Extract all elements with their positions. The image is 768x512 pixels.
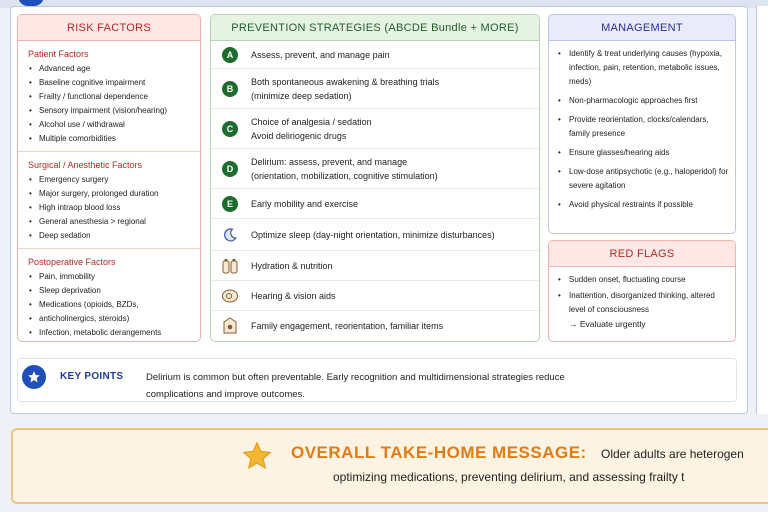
list-item: • High intraop blood loss bbox=[28, 201, 190, 215]
management-list bbox=[549, 41, 735, 212]
adjacent-card-edge bbox=[756, 6, 768, 414]
key-points-label: KEY POINTS bbox=[60, 371, 124, 382]
risk-factors-title: RISK FACTORS bbox=[18, 15, 200, 41]
prevention-text: Optimize sleep (day-night orientation, minimize disturbances) bbox=[251, 229, 495, 240]
key-points-text bbox=[146, 369, 716, 403]
prevention-item-hearing bbox=[211, 281, 539, 311]
letter-d-icon: D bbox=[221, 160, 239, 178]
prevention-item-a bbox=[211, 41, 539, 69]
red-flags-action: → Evaluate urgently bbox=[569, 319, 646, 329]
take-home-title: OVERALL TAKE-HOME MESSAGE: bbox=[291, 443, 587, 462]
list-item: • Sensory impairment (vision/hearing) bbox=[28, 104, 190, 118]
list-item: • Infection, metabolic derangements bbox=[28, 326, 190, 340]
prevention-text: Early mobility and exercise bbox=[251, 198, 359, 209]
letter-a-icon: A bbox=[221, 46, 239, 64]
letter-b-icon: B bbox=[221, 80, 239, 98]
list-item: • Identify & treat underlying causes (hypoxia, infection, pain, retention, metabolic issues, meds) bbox=[557, 47, 729, 89]
list-item: • Sleep deprivation bbox=[28, 284, 190, 298]
prevention-text: Choice of analgesia / sedation bbox=[251, 116, 372, 127]
prevention-item-d bbox=[211, 149, 539, 189]
postoperative-factors-section bbox=[18, 257, 200, 340]
list-item: • Inattention, disorganized thinking, altered level of consciousness bbox=[557, 289, 729, 317]
prevention-text: Hearing & vision aids bbox=[251, 290, 336, 301]
surgical-factors-list bbox=[28, 173, 190, 243]
list-item: • Baseline cognitive impairment bbox=[28, 76, 190, 90]
patient-factors-list bbox=[28, 62, 190, 146]
list-item: • Advanced age bbox=[28, 62, 190, 76]
key-points-box bbox=[17, 358, 737, 402]
prevention-text: Hydration & nutrition bbox=[251, 260, 333, 271]
patient-factors-section bbox=[18, 49, 200, 146]
management-title: MANAGEMENT bbox=[549, 15, 735, 41]
risk-factors-panel bbox=[17, 14, 201, 342]
prevention-text: Assess, prevent, and manage pain bbox=[251, 49, 390, 60]
prevention-text: (minimize deep sedation) bbox=[251, 90, 352, 101]
list-item: • Non-pharmacologic approaches first bbox=[557, 94, 729, 108]
list-item: • Avoid physical restraints if possible bbox=[557, 198, 729, 212]
list-item: • Medications (opioids, BZDs, bbox=[28, 298, 190, 312]
list-item: • Sudden onset, fluctuating course bbox=[557, 273, 729, 287]
list-item-continued: • anticholinergics, steroids) bbox=[28, 312, 190, 326]
list-item: • General anesthesia > regional bbox=[28, 215, 190, 229]
key-points-line: complications and improve outcomes. bbox=[146, 389, 305, 400]
prevention-item-sleep bbox=[211, 219, 539, 251]
prevention-item-family bbox=[211, 311, 539, 341]
section-title: Patient Factors bbox=[28, 49, 89, 59]
red-flags-panel bbox=[548, 240, 736, 342]
prevention-strategies-panel bbox=[210, 14, 540, 342]
prevention-text: Family engagement, reorientation, familiar items bbox=[251, 321, 444, 331]
postoperative-factors-list bbox=[28, 270, 190, 340]
prevention-item-c bbox=[211, 109, 539, 149]
key-points-line: Delirium is common but often preventable. Early recognition and multidimensional strategies reduce bbox=[146, 372, 565, 383]
prevention-text: (orientation, mobilization, cognitive stimulation) bbox=[251, 170, 438, 181]
prevention-text: Avoid deliriogenic drugs bbox=[251, 130, 347, 141]
list-item: • Ensure glasses/hearing aids bbox=[557, 146, 729, 160]
ear-icon bbox=[221, 287, 239, 305]
list-item: • Low-dose antipsychotic (e.g., haloperidol) for severe agitation bbox=[557, 165, 729, 193]
take-home-box bbox=[11, 428, 768, 504]
moon-icon bbox=[221, 226, 239, 244]
section-title: Surgical / Anesthetic Factors bbox=[28, 160, 143, 170]
letter-c-icon: C bbox=[221, 120, 239, 138]
list-item: • Provide reorientation, clocks/calendars, family presence bbox=[557, 113, 729, 141]
list-item: • Deep sedation bbox=[28, 229, 190, 243]
list-item: • Multiple comorbidities bbox=[28, 132, 190, 146]
management-panel bbox=[548, 14, 736, 234]
prevention-item-hydration bbox=[211, 251, 539, 281]
surgical-factors-section bbox=[18, 160, 200, 243]
list-item: • Major surgery, prolonged duration bbox=[28, 187, 190, 201]
red-flags-title: RED FLAGS bbox=[549, 241, 735, 267]
take-home-line: optimizing medications, preventing delirium, and assessing frailty t bbox=[333, 470, 685, 484]
prevention-strategies-title: PREVENTION STRATEGIES (ABCDE Bundle + MORE) bbox=[211, 15, 539, 41]
section-divider bbox=[18, 151, 200, 152]
red-flags-list bbox=[549, 267, 735, 317]
prevention-item-e bbox=[211, 189, 539, 219]
list-item: • Pain, immobility bbox=[28, 270, 190, 284]
star-icon bbox=[22, 365, 46, 389]
family-icon bbox=[221, 317, 239, 335]
prevention-item-b bbox=[211, 69, 539, 109]
section-title: Postoperative Factors bbox=[28, 257, 116, 267]
prevention-text: Delirium: assess, prevent, and manage bbox=[251, 156, 408, 167]
section-divider bbox=[18, 248, 200, 249]
take-home-line: Older adults are heterogen bbox=[601, 447, 744, 461]
list-item: • Alcohol use / withdrawal bbox=[28, 118, 190, 132]
star-icon bbox=[241, 440, 273, 472]
prevention-text: Both spontaneous awakening & breathing trials bbox=[251, 76, 440, 87]
bottle-icon bbox=[221, 257, 239, 275]
letter-e-icon: E bbox=[221, 195, 239, 213]
list-item: • Frailty / functional dependence bbox=[28, 90, 190, 104]
list-item: • Emergency surgery bbox=[28, 173, 190, 187]
